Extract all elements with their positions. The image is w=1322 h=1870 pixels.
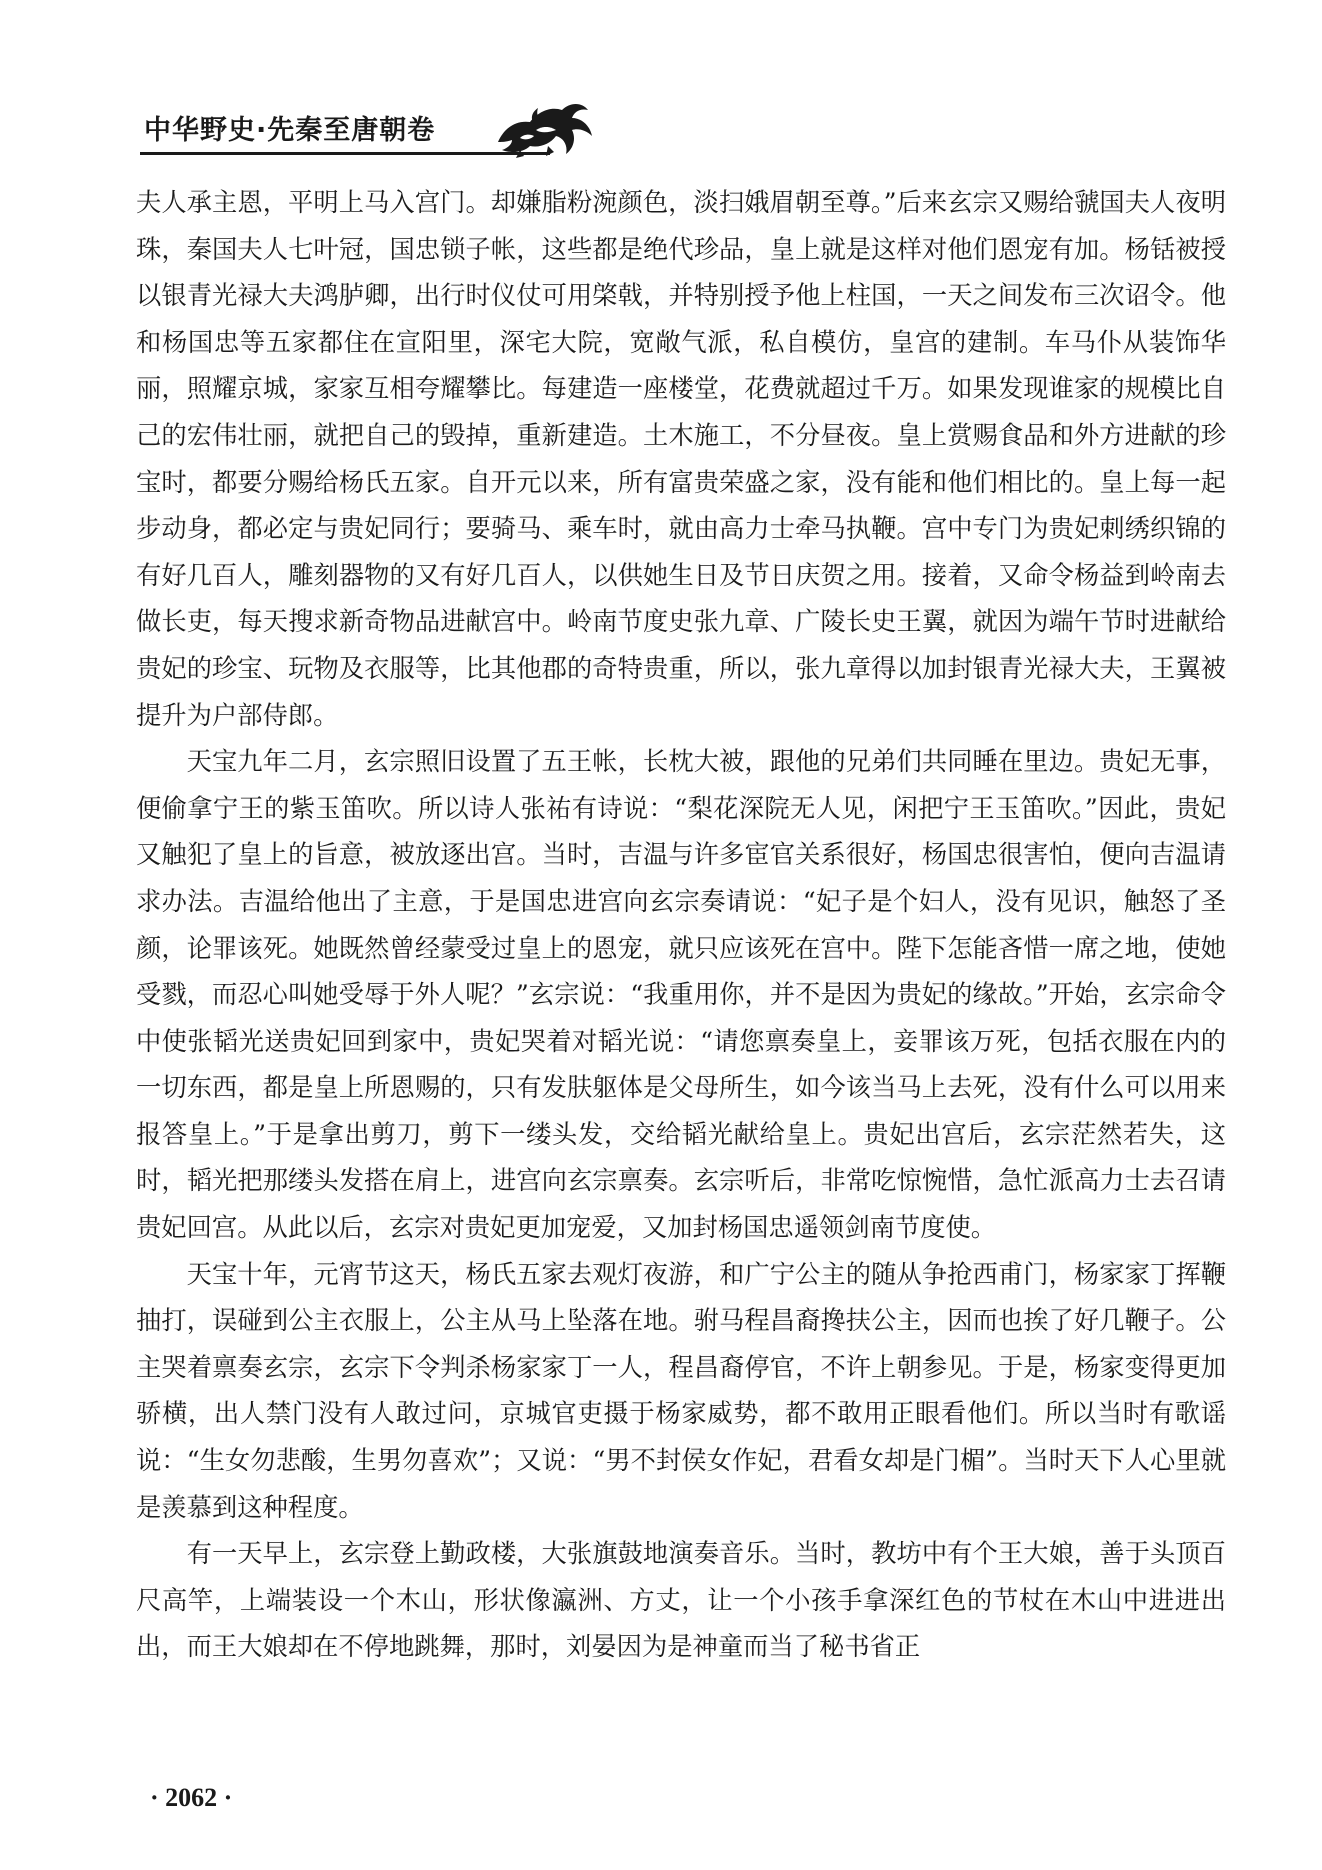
- running-header: [140, 100, 560, 156]
- paragraph: 天宝九年二月，玄宗照旧设置了五王帐，长枕大被，跟他的兄弟们共同睡在里边。贵妃无事，便偷拿宁王的紫玉笛吹。所以诗人张祐有诗说：“梨花深院无人见，闲把宁王玉笛吹。”因此，贵妃又触犯了皇上的旨意，被放逐出宫。当时，吉温与许多宦官关系很好，杨国忠很害怕，便向吉温请求办法。吉温给他出了主意，于是国忠进宫向玄宗奏请说：“妃子是个妇人，没有见识，触怒了圣颜，论罪该死。她既然曾经蒙受过皇上的恩宠，就只应该死在宫中。陛下怎能吝惜一席之地，使她受戮，而忍心叫她受辱于外人呢？”玄宗说：“我重用你，并不是因为贵妃的缘故。”开始，玄宗命令中使张韬光送贵妃回到家中，贵妃哭着对韬光说：“请您禀奏皇上，妾罪该万死，包括衣服在内的一切东西，都是皇上所恩赐的，只有发肤躯体是父母所生，如今该当马上去死，没有什么可以用来报答皇上。”于是拿出剪刀，剪下一缕头发，交给韬光献给皇上。贵妃出宫后，玄宗茫然若失，这时，韬光把那缕头发搭在肩上，进宫向玄宗禀奏。玄宗听后，非常吃惊惋惜，急忙派高力士去召请贵妃回宫。从此以后，玄宗对贵妃更加宠爱，又加封杨国忠遥领剑南节度使。: [136, 747, 1226, 1243]
- dragon-icon: [490, 94, 598, 160]
- book-title: 中华野史·先秦至唐朝卷: [144, 115, 436, 146]
- paragraph: 天宝十年，元宵节这天，杨氏五家去观灯夜游，和广宁公主的随从争抢西甫门，杨家家丁挥鞭抽打，误碰到公主衣服上，公主从马上坠落在地。驸马程昌裔搀扶公主，因而也挨了好几鞭子。公主哭着禀奏玄宗，玄宗下令判杀杨家家丁一人，程昌裔停官，不许上朝参见。于是，杨家变得更加骄横，出人禁门没有人敢过问，京城官吏摄于杨家威势，都不敢用正眼看他们。所以当时有歌谣说：“生女勿悲酸，生男勿喜欢”；又说：“男不封侯女作妃，君看女却是门楣”。当时天下人心里就是羡慕到这种程度。: [136, 1259, 1226, 1522]
- page-number: · 2062 ·: [150, 1783, 233, 1812]
- header-rule: [140, 152, 550, 155]
- article-body: [136, 180, 1226, 1671]
- paragraph: 夫人承主恩，平明上马入宫门。却嫌脂粉涴颜色，淡扫娥眉朝至尊。”后来玄宗又赐给虢国夫人夜明珠，秦国夫人七叶冠，国忠锁子帐，这些都是绝代珍品，皇上就是这样对他们恩宠有加。杨铦被授以银青光禄大夫鸿胪卿，出行时仪仗可用棨戟，并特别授予他上柱国，一天之间发布三次诏令。他和杨国忠等五家都住在宣阳里，深宅大院，宽敞气派，私自模仿，皇宫的建制。车马仆从装饰华丽，照耀京城，家家互相夸耀攀比。每建造一座楼堂，花费就超过千万。如果发现谁家的规模比自己的宏伟壮丽，就把自己的毁掉，重新建造。土木施工，不分昼夜。皇上赏赐食品和外方进献的珍宝时，都要分赐给杨氏五家。自开元以来，所有富贵荣盛之家，没有能和他们相比的。皇上每一起步动身，都必定与贵妃同行；要骑马、乘车时，就由高力士牵马执鞭。宫中专门为贵妃刺绣织锦的有好几百人，雕刻器物的又有好几百人，以供她生日及节日庆贺之用。接着，又命令杨益到岭南去做长吏，每天搜求新奇物品进献宫中。岭南节度史张九章、广陵长史王翼，就因为端午节时进献给贵妃的珍宝、玩物及衣服等，比其他郡的奇特贵重，所以，张九章得以加封银青光禄大夫，王翼被提升为户部侍郎。: [136, 188, 1226, 730]
- paragraph: 有一天早上，玄宗登上勤政楼，大张旗鼓地演奏音乐。当时，教坊中有个王大娘，善于头顶百尺高竿，上端装设一个木山，形状像瀛洲、方丈，让一个小孩手拿深红色的节杖在木山中进进出出，而王大娘却在不停地跳舞，那时，刘晏因为是神童而当了秘书省正: [136, 1539, 1226, 1662]
